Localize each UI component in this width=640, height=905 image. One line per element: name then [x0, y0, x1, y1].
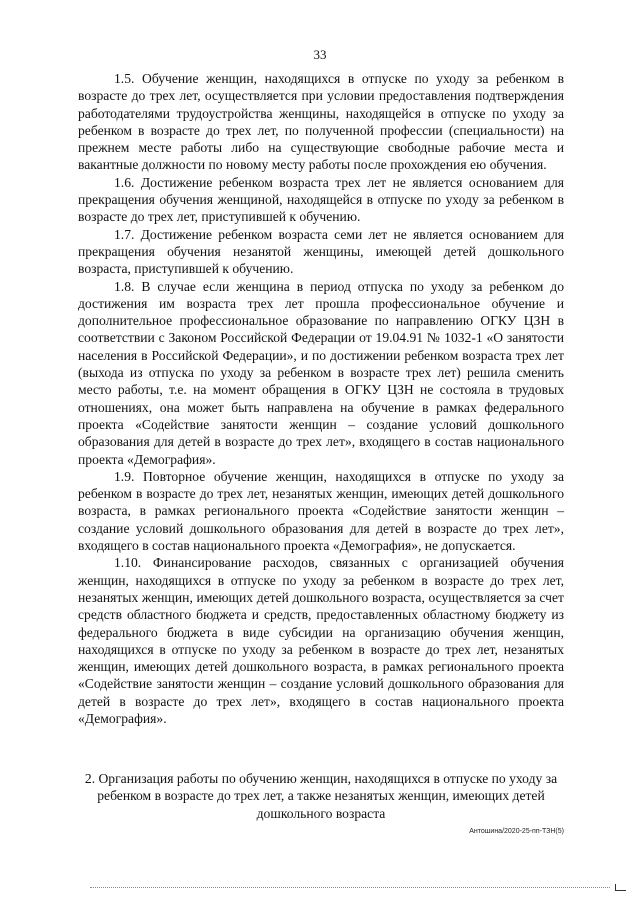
corner-mark [615, 884, 626, 891]
paragraph-1-10: 1.10. Финансирование расходов, связанных с организацией обучения женщин, находящихся в отпуске по уходу за ребенком в возрасте до трех лет, незанятых женщин, имеющих детей дошкольного возраста, осуществляется за счет средств областного бюджета и средств, предоставленных областному бюджету из федерального бюджета в виде субсидии на организацию обучения женщин, находящихся в отпуске по уходу за ребенком в возрасте до трех лет, незанятых женщин, имеющих детей дошкольного возраста, в рамках регионального проекта «Содействие занятости женщин – создание условий дошкольного образования для детей в возрасте до трех лет», входящего в состав национального проекта «Демография». [78, 555, 564, 726]
paragraph-1-7: 1.7. Достижение ребенком возраста семи лет не является основанием для прекращения обучения незанятой женщины, имеющей детей дошкольного возраста, приступившей к обучению. [78, 226, 564, 277]
page-number: 33 [313, 47, 327, 62]
paragraph-1-8: 1.8. В случае если женщина в период отпуска по уходу за ребенком до достижения им возраста трех лет прошла профессиональное обучение и дополнительное профессиональное образование по направлению ОГКУ ЦЗН в соответствии с Законом Российской Федерации от 19.04.91 № 1032-1 «О занятости населения в Российской Федерации», и по достижении ребенком возраста трех лет (выхода из отпуска по уходу за ребенком в возрасте трех лет) решила сменить место работы, т.е. на момент обращения в ОГКУ ЦЗН не состояла в трудовых отношениях, она может быть направлена на обучение в рамках федерального проекта «Содействие занятости женщин – создание условий дошкольного образования для детей в возрасте до трех лет», входящего в состав национального проекта «Демография». [78, 278, 564, 467]
body-text [78, 70, 564, 727]
section-heading: 2. Организация работы по обучению женщин, находящихся в отпуске по уходу за ребенком в возрасте до трех лет, а также незанятых женщин, имеющих детей дошкольного возраста [84, 771, 558, 821]
document-code: Антошина/2020-25-пп-ТЗН(5) [469, 828, 564, 835]
paragraph-1-9: 1.9. Повторное обучение женщин, находящихся в отпуске по уходу за ребенком в возрасте до трех лет, незанятых женщин, имеющих детей дошкольного возраста, в рамках регионального проекта «Содействие занятости женщин – создание условий дошкольного образования для детей в возрасте до трех лет», входящего в состав национального проекта «Демография», не допускается. [78, 468, 564, 554]
paragraph-1-5: 1.5. Обучение женщин, находящихся в отпуске по уходу за ребенком в возрасте до трех лет, осуществляется при условии предоставления подтверждения работодателями трудоустройства женщины, находящейся в отпуске по уходу за ребенком в возрасте до трех лет, по полученной профессии (специальности) на прежнем месте работы либо на существующие свободные рабочие места и вакантные должности по новому месту работы после прохождения ею обучения. [78, 71, 564, 173]
footer-divider [90, 887, 610, 888]
paragraph-1-6: 1.6. Достижение ребенком возраста трех лет не является основанием для прекращения обучения женщиной, находящейся в отпуске по уходу за ребенком в возрасте до трех лет, приступившей к обучению. [78, 174, 564, 225]
